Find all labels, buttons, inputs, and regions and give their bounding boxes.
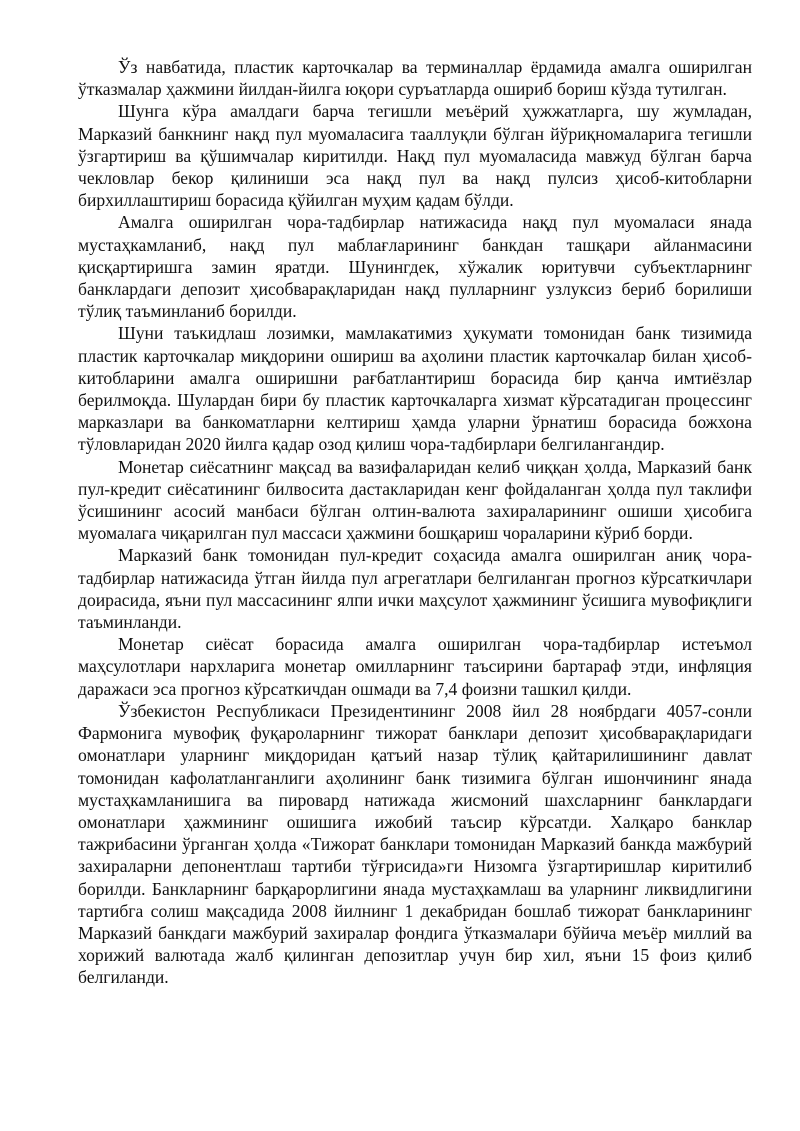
paragraph: Амалга оширилган чора-тадбирлар натижасида нақд пул муомаласи янада мустаҳкамланиб, нақд пул маблағларининг банкдан ташқари айланмасини қисқартиришга замин яратди. Шунингдек, хўжалик юритувчи субъектларнинг банклардаги депозит ҳисобварақларидан нақд пулларнинг узлуксиз бериб борилиши тўлиқ таъминланиб борилди. <box>78 212 752 322</box>
paragraph: Ўз навбатида, пластик карточкалар ва терминаллар ёрдамида амалга оширилган ўтказмалар ҳажмини йилдан-йилга юқори суръатларда ошириб бориш кўзда тутилган. <box>78 57 752 100</box>
paragraph: Шунга кўра амалдаги барча тегишли меъёрий ҳужжатларга, шу жумладан, Марказий банкнинг нақд пул муомаласига тааллуқли бўлган йўриқномаларига тегишли ўзгартириш ва қўшимчалар киритилди. Нақд пул муомаласида мавжуд бўлган барча чекловлар бекор қилиниши эса нақд пул ва нақд пулсиз ҳисоб-китобларни бирхиллаштириш борасида қўйилган муҳим қадам бўлди. <box>78 101 752 211</box>
paragraph: Ўзбекистон Республикаси Президентининг 2008 йил 28 ноябрдаги 4057-сонли Фармонига мувофиқ фуқароларнинг тижорат банклари депозит ҳисобварақларидаги омонатлари уларнинг миқдоридан қатъий назар тўлиқ қайтарилишининг давлат томонидан кафолатланганлиги аҳолининг банк тизимига бўлган ишончининг янада мустаҳкамланишига ва пировард натижада жисмоний шахсларнинг банклардаги омонатлари ҳажмининг ошишига ижобий таъсир кўрсатди. Халқаро банклар тажрибасини ўрганган ҳолда «Тижорат банклари томонидан Марказий банкда мажбурий захираларни депонентлаш тартиби тўғрисида»ги Низомга ўзгартиришлар киритилиб борилди. Банкларнинг барқарорлигини янада мустаҳкамлаш ва уларнинг ликвидлигини тартибга солиш мақсадида 2008 йилнинг 1 декабридан бошлаб тижорат банкларининг Марказий банкдаги мажбурий захиралар фондига ўтказмалари бўйича меъёр миллий ва хорижий валютада жалб қилинган депозитлар учун бир хил, яъни 15 фоиз қилиб белгиланди. <box>78 700 752 988</box>
paragraph: Марказий банк томонидан пул-кредит соҳасида амалга оширилган аниқ чора-тадбирлар натижасида ўтган йилда пул агрегатлари белгиланган прогноз кўрсаткичлари доирасида, яъни пул массасининг ялпи ички маҳсулот ҳажмининг ўсишига мувофиқлиги таъминланди. <box>78 545 752 633</box>
document-page <box>78 56 752 989</box>
paragraph: Монетар сиёсат борасида амалга оширилган чора-тадбирлар истеъмол маҳсулотлари нархларига монетар омилларнинг таъсирини бартараф этди, инфляция даражаси эса прогноз кўрсаткичдан ошмади ва 7,4 фоизни ташкил қилди. <box>78 634 752 699</box>
paragraph: Монетар сиёсатнинг мақсад ва вазифаларидан келиб чиққан ҳолда, Марказий банк пул-кредит сиёсатининг билвосита дастакларидан кенг фойдаланган ҳолда пул таклифи ўсишининг асосий манбаси бўлган олтин-валюта захираларининг ошиши ҳисобига муомалага чиқарилган пул массаси ҳажмини бошқариш чораларини кўриб борди. <box>78 456 752 544</box>
paragraph: Шуни таъкидлаш лозимки, мамлакатимиз ҳукумати томонидан банк тизимида пластик карточкалар миқдорини ошириш ва аҳолини пластик карточкалар билан ҳисоб-китобларини амалга оширишни рағбатлантириш борасида бир қанча имтиёзлар берилмоқда. Шулардан бири бу пластик карточкаларга хизмат кўрсатадиган процессинг марказлари ва банкоматларни келтириш ҳамда уларни ўрнатиш борасида божхона тўловларидан 2020 йилга қадар озод қилиш чора-тадбирлари белгилангандир. <box>78 323 752 455</box>
